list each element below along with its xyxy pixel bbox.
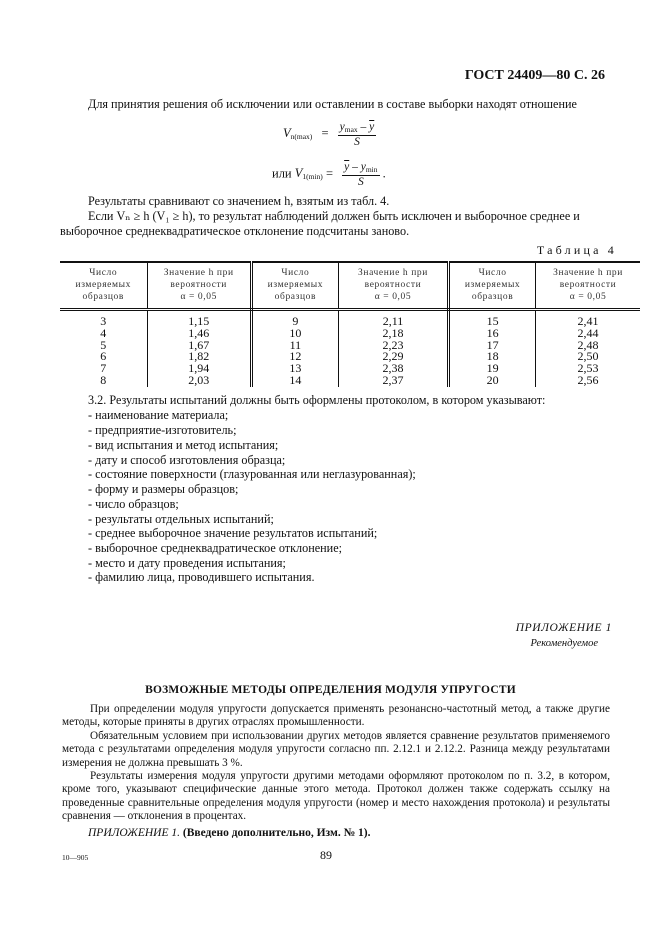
list-item: - выборочное среднеквадратическое отклонение; bbox=[88, 541, 342, 555]
table-row bbox=[60, 363, 640, 375]
cell-count: 14 bbox=[251, 375, 338, 387]
cell-value: 1,94 bbox=[147, 363, 251, 375]
cell-count: 6 bbox=[60, 351, 147, 363]
table-row bbox=[60, 328, 640, 340]
header-count: Число измеряемых образцов bbox=[449, 262, 536, 310]
appendix-paragraph: При определении модуля упругости допускается применять резонансно-частотный метод, а также другие методы, которые приняты в других отраслях промышленности. bbox=[62, 703, 610, 729]
cell-count: 12 bbox=[251, 351, 338, 363]
cell-count: 10 bbox=[251, 328, 338, 340]
cell-value: 2,56 bbox=[577, 372, 599, 387]
cell-value: 1,15 bbox=[147, 310, 251, 328]
header-value: Значение h при вероятности α = 0,05 bbox=[536, 262, 640, 310]
list-item: - наименование материала; bbox=[88, 408, 229, 422]
list-item: - место и дату проведения испытания; bbox=[88, 556, 286, 570]
list-item: - дату и способ изготовления образца; bbox=[88, 453, 286, 467]
formula-fraction: $\frac{\overline{y} - y_{min}}{S}$ bbox=[344, 161, 378, 188]
cell-count: 16 bbox=[449, 328, 536, 340]
cell-count: 8 bbox=[60, 375, 147, 387]
formula-v1-min: или $V_{1(min)}$ = $\frac{\overline{y} - y_{min}}{S}$ . bbox=[272, 161, 386, 188]
list-item: - форму и размеры образцов; bbox=[88, 482, 239, 496]
header-count: Число измеряемых образцов bbox=[251, 262, 338, 310]
cell-value: 2,48 bbox=[577, 337, 599, 352]
cell-count: 7 bbox=[60, 363, 147, 375]
protocol-heading: 3.2. Результаты испытаний должны быть оформлены протоколом, в котором указывают: bbox=[88, 393, 546, 407]
cell-count: 9 bbox=[251, 310, 338, 328]
formula-fraction: $\frac{y_{max} - \overline{y}}{S}$ bbox=[339, 121, 375, 148]
table-row bbox=[60, 310, 640, 328]
list-item: - число образцов; bbox=[88, 497, 179, 511]
comparison-line-1: Результаты сравнивают со значением h, взятым из табл. 4. bbox=[88, 194, 390, 208]
comparison-line-2: Если Vₙ ≥ h (V₁ ≥ h), то результат наблюдений должен быть исключен и выборочное среднее и bbox=[88, 209, 580, 223]
appendix-status: Рекомендуемое bbox=[530, 638, 598, 649]
header-value: Значение h при вероятности α = 0,05 bbox=[338, 262, 448, 310]
table-row bbox=[60, 340, 640, 352]
section-title: ВОЗМОЖНЫЕ МЕТОДЫ ОПРЕДЕЛЕНИЯ МОДУЛЯ УПРУГОСТИ bbox=[145, 684, 516, 696]
table-caption: Таблица 4 bbox=[536, 243, 617, 257]
cell-value: 2,03 bbox=[147, 375, 251, 387]
formula-lhs: $V_{1(min)}$ bbox=[294, 166, 323, 182]
cell-value: 2,50 bbox=[577, 349, 599, 364]
cell-count: 13 bbox=[251, 363, 338, 375]
header-count: Число измеряемых образцов bbox=[60, 262, 147, 310]
cell-count: 3 bbox=[60, 310, 147, 328]
cell-count: 4 bbox=[60, 328, 147, 340]
cell-count: 20 bbox=[449, 375, 536, 387]
table-row bbox=[60, 351, 640, 363]
appendix-paragraph: Результаты измерения модуля упругости другими методами оформляют протоколом по п. 3.2, в котором, кроме того, указывают специфические данные этого метода. Протокол должен также содержать ссылку на проведенные сравнительные определения модуля упругости (номер и место нахождения протокола) и результаты сравнения — отклонения в процентах. bbox=[62, 770, 610, 823]
list-item: - среднее выборочное значение результатов испытаний; bbox=[88, 526, 378, 540]
appendix-label: ПРИЛОЖЕНИЕ 1 bbox=[515, 622, 612, 634]
cell-count: 5 bbox=[60, 340, 147, 352]
cell-count: 19 bbox=[449, 363, 536, 375]
list-item: - состояние поверхности (глазурованная или неглазурованная); bbox=[88, 467, 416, 481]
page-number: 89 bbox=[320, 848, 332, 862]
cell-value: 2,44 bbox=[577, 325, 599, 340]
list-item: - результаты отдельных испытаний; bbox=[88, 512, 274, 526]
header-value: Значение h при вероятности α = 0,05 bbox=[147, 262, 251, 310]
cell-value: 2,18 bbox=[338, 328, 448, 340]
list-item: - предприятие-изготовитель; bbox=[88, 423, 237, 437]
cell-count: 18 bbox=[449, 351, 536, 363]
footer-code: 10—905 bbox=[62, 853, 89, 862]
cell-count: 17 bbox=[449, 340, 536, 352]
cell-value: 2,37 bbox=[338, 375, 448, 387]
cell-value: 2,41 bbox=[577, 314, 599, 328]
appendix-body bbox=[62, 703, 610, 824]
appendix-paragraph: Обязательным условием при использовании других методов является сравнение результатов применяемого метода с результатами определения модуля упругости согласно пп. 2.12.1 и 2.12.2. Разница между результатами измерения не должна превышать 3 %. bbox=[62, 729, 610, 769]
list-item: - вид испытания и метод испытания; bbox=[88, 438, 279, 452]
cell-value: 2,53 bbox=[577, 361, 599, 376]
cell-value: 2,29 bbox=[338, 351, 448, 363]
cell-value: 1,46 bbox=[147, 328, 251, 340]
table-row bbox=[60, 375, 640, 387]
cell-value: 1,82 bbox=[147, 351, 251, 363]
intro-text: Для принятия решения об исключении или оставлении в составе выборки находят отношение bbox=[88, 97, 577, 111]
cell-value: 2,38 bbox=[338, 363, 448, 375]
appendix-note: ПРИЛОЖЕНИЕ 1. (Введено дополнительно, Изм. № 1). bbox=[88, 827, 371, 839]
comparison-line-3: выборочное среднеквадратическое отклонение подсчитаны заново. bbox=[60, 224, 410, 238]
cell-value: 2,23 bbox=[338, 340, 448, 352]
table-4 bbox=[60, 261, 640, 387]
cell-count: 11 bbox=[251, 340, 338, 352]
cell-count: 15 bbox=[449, 310, 536, 328]
list-item: - фамилию лица, проводившего испытания. bbox=[88, 570, 315, 584]
cell-value: 1,67 bbox=[147, 340, 251, 352]
formula-vn-max: $V_{n(max)}$ = $\frac{y_{max} - \overline{y}}{S}$ bbox=[283, 121, 375, 148]
table-header-row bbox=[60, 262, 640, 310]
cell-value: 2,11 bbox=[338, 310, 448, 328]
document-header: ГОСТ 24409—80 С. 26 bbox=[464, 68, 605, 83]
formula-lhs: $V_{n(max)}$ bbox=[283, 126, 313, 142]
